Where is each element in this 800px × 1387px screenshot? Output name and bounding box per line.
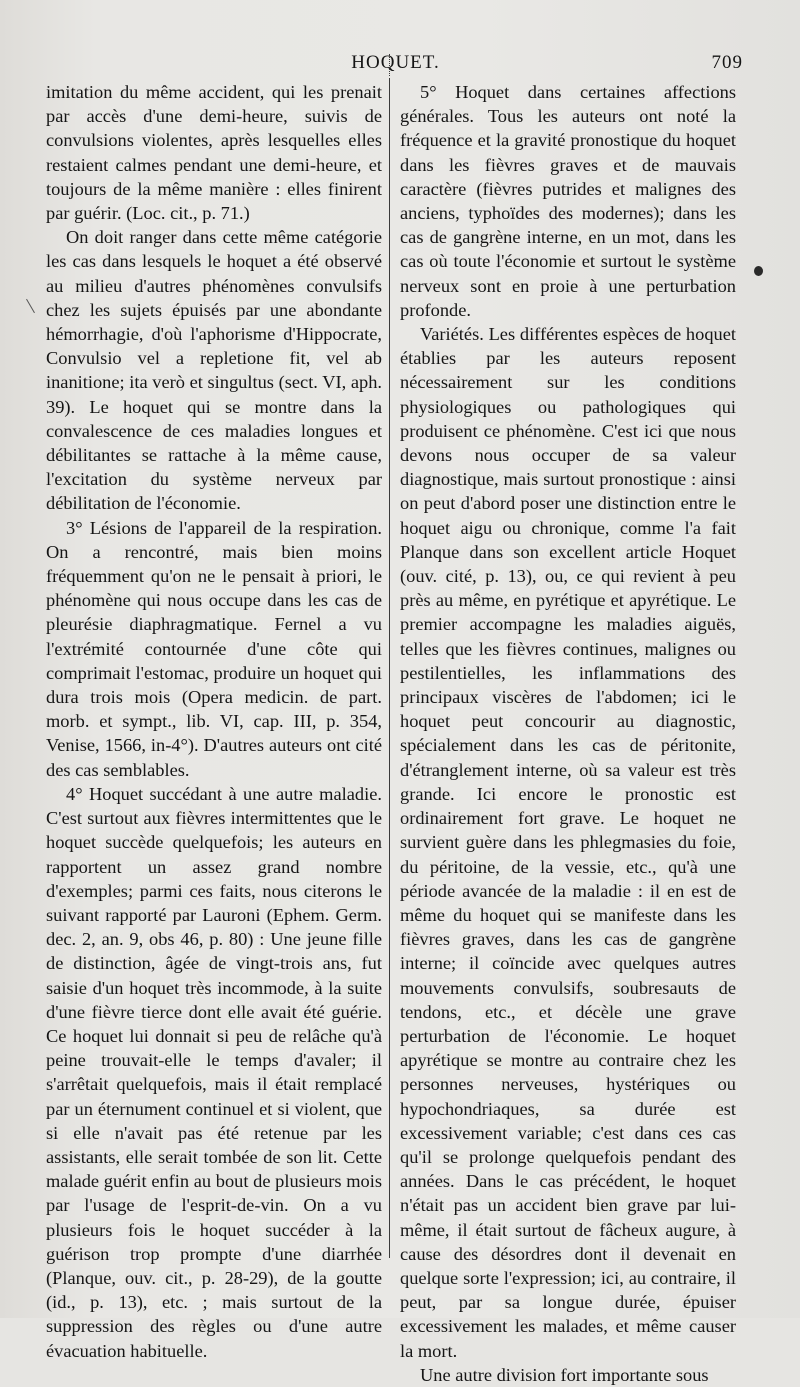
paragraph-following-disease: 4° Hoquet succédant à une autre maladie. C'est surtout aux fièvres intermittentes que le hoquet succède quelquefois; les auteurs en rapportent un assez grand nombre d'exemples; parmi ces faits, nous citerons le suivant rapporté par Lauroni (Ephem. Germ. dec. 2, an. 9, obs 46, p. 80) : Une jeune fille de distinction, âgée de vingt-trois ans, fut saisie d'un hoquet très incommode, à la suite d'une fièvre tierce dont elle avait été guérie. Ce hoquet lui donnait si peu de relâche qu'à peine trouvait-elle le temps d'avaler; il s'arrêtait quelquefois, mais il était remplacé par un éternument continuel et si violent, que si elle n'avait pas été retenue par les assistants, elle serait tombée de son lit. Cette malade guérit enfin au bout de plusieurs mois par l'usage de l'esprit-de-vin. On a vu plusieurs fois le hoquet succéder à la guérison trop prompte d'une diarrhée (Planque, ouv. cit., p. 28-29), de la goutte (id., p. 13), etc. ; mais surtout de la suppression des règles ou d'une autre évacuation habituelle.: [46, 783, 382, 1361]
left-column: [46, 80, 382, 1363]
page-header: [48, 52, 743, 82]
paragraph-general-affections: 5° Hoquet dans certaines affections générales. Tous les auteurs ont noté la fréquence et la gravité pronostique du hoquet dans les fièvres graves et de mauvais caractère (fièvres putrides et malignes des anciens, typhoïdes des modernes); dans les cas de gangrène interne, en un mot, dans les cas où toute l'économie et surtout le système nerveux sont en proie à une perturbation profonde.: [400, 82, 736, 320]
paragraph-varieties: Variétés. Les différentes espèces de hoquet établies par les auteurs reposent nécessairement sur les conditions physiologiques ou pathologiques qui produisent ce phénomène. C'est ici que nous devons nous occuper de sa valeur diagnostique, mais surtout pronostique : ainsi on peut d'abord poser une distinction entre le hoquet aigu ou chronique, comme l'a fait Planque dans son excellent article Hoquet (ouv. cité, p. 13), ou, ce qui revient à peu près au même, en pyrétique et apyrétique. Le premier accompagne les maladies aiguës, telles que les fièvres continues, malignes ou pestilentielles, les inflammations des principaux viscères de l'abdomen; ici le hoquet peut concourir au diagnostic, spécialement dans les cas de péritonite, d'étranglement interne, où sa valeur est très grande. Ici encore le pronostic est ordinairement fort grave. Le hoquet ne survient guère dans les phlegmasies du foie, du péritoine, de la vessie, etc., qu'à une période avancée de la maladie : il en est de même du hoquet qui se manifeste dans les fièvres graves, dans les cas de gangrène interne; il coïncide avec quelques autres mouvements convulsifs, soubresauts de tendons, etc., et décèle une grave perturbation de l'économie. Le hoquet apyrétique se montre au contraire chez les personnes nerveuses, hystériques ou hypochondriaques, sa durée est excessivement variable; c'est dans ces cas qu'il se prolonge quelquefois pendant des années. Dans le cas précédent, le hoquet n'était pas un accident bien grave par lui-même, il était surtout de fâcheux augure, à cause des désordres dont il devenait en quelque sorte l'expression; ici, au contraire, il peut, par sa longue durée, épuiser excessivement les malades, et même causer la mort.: [400, 324, 736, 1361]
paragraph-continuation: imitation du même accident, qui les prenait par accès d'une demi-heure, suivis de convulsions violentes, après lesquelles elles restaient calmes pendant une demi-heure, et toujours de la même manière : elles finirent par guérir. (Loc. cit., p. 71.): [46, 82, 382, 224]
ink-spot-mark: [754, 266, 763, 276]
paragraph-respiration-lesions: 3° Lésions de l'appareil de la respiration. On a rencontré, mais bien moins fréquemment qu'on ne le pensait à priori, le phénomène qui nous occupe dans les cas de pleurésie diaphragmatique. Fernel a vu l'extrémité contournée d'une côte qui comprimait l'estomac, produire un hoquet qui dura trois mois (Opera medicin. de part. morb. et sympt., lib. VI, cap. III, p. 354, Venise, 1566, in-4°). D'autres auteurs ont cité des cas semblables.: [46, 517, 382, 780]
paragraph-hemorrhage: On doit ranger dans cette même catégorie les cas dans lesquels le hoquet a été observé au milieu d'autres phénomènes convulsifs chez les sujets épuisés par une abondante hémorrhagie, d'où l'aphorisme d'Hippocrate, Convulsio vel a repletione fit, vel ab inanitione; ita verò et singultus (sect. VI, aph. 39). Le hoquet qui se montre dans la convalescence de ces maladies longues et débilitantes se rattache à la même cause, l'excitation du système nerveux par débilitation de l'économie.: [46, 227, 382, 514]
paragraph-division: Une autre division fort importante sous: [420, 1364, 709, 1385]
column-divider: [389, 78, 390, 1258]
page-number: 709: [711, 52, 743, 73]
column-divider-top: [389, 54, 390, 76]
running-title: HOQUET.: [351, 52, 440, 73]
margin-tick-mark: [26, 299, 35, 313]
right-column: [400, 80, 736, 1387]
